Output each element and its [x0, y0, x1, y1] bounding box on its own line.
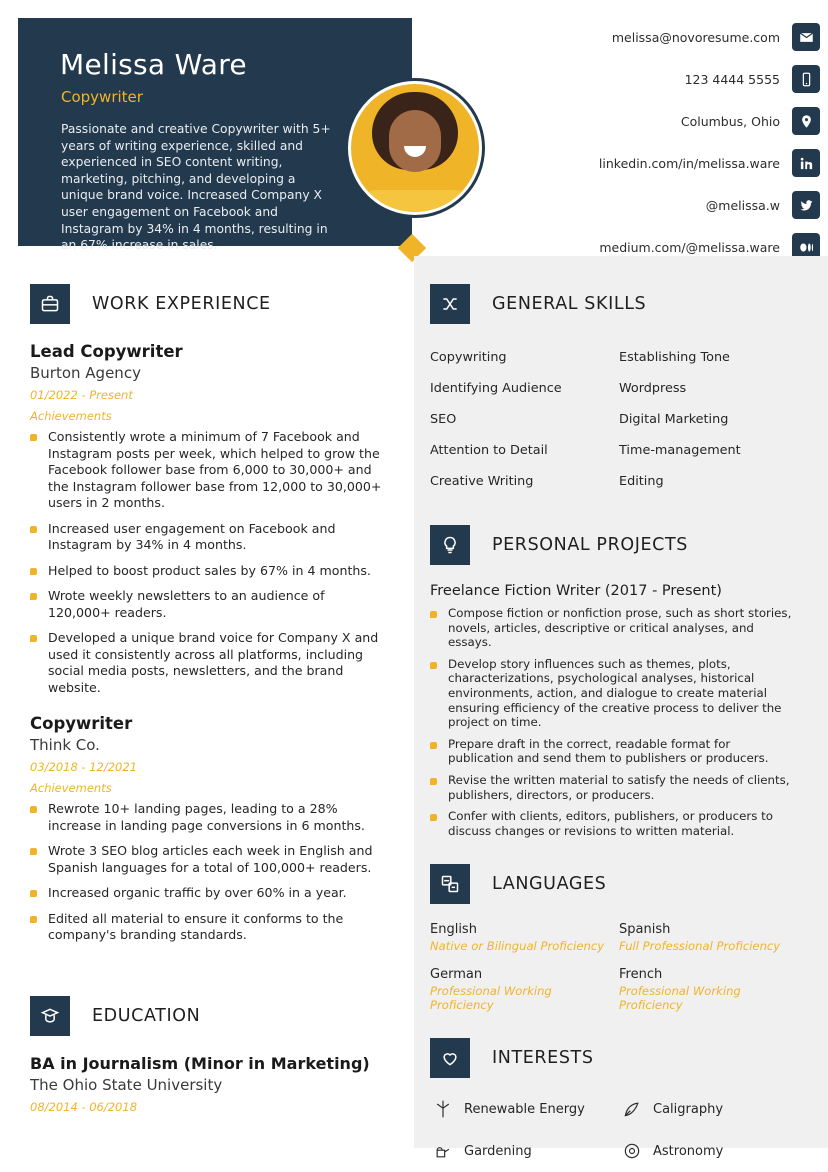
graduation-cap-icon — [30, 996, 70, 1036]
lightbulb-icon — [430, 525, 470, 565]
email-icon — [792, 23, 820, 51]
page-title: Melissa Ware — [60, 48, 247, 81]
contact-item-phone[interactable] — [460, 60, 820, 98]
contact-item-linkedin[interactable] — [460, 144, 820, 182]
work-company: Think Co. — [30, 736, 100, 754]
section-title-general-skills: GENERAL SKILLS — [492, 294, 647, 314]
language-item — [430, 922, 609, 953]
wind-turbine-icon — [430, 1096, 456, 1122]
interest-label: Astronomy — [653, 1143, 724, 1159]
language-level: Native or Bilingual Proficiency — [430, 939, 605, 954]
language-name: English — [430, 922, 477, 938]
language-item — [430, 967, 609, 1012]
education-degree: BA in Journalism (Minor in Marketing) — [30, 1053, 370, 1073]
language-level: Professional Working Proficiency — [619, 984, 741, 1013]
heart-hand-icon — [430, 1038, 470, 1078]
list-item: Confer with clients, editors, publishers, or producers to discuss changes or revisions to written material. — [430, 809, 798, 838]
work-company: Burton Agency — [30, 364, 141, 382]
phone-icon — [792, 65, 820, 93]
interest-item — [619, 1096, 798, 1122]
work-item — [30, 714, 384, 944]
interest-item — [430, 1138, 609, 1164]
interests-grid — [430, 1096, 798, 1164]
briefcase-icon — [30, 284, 70, 324]
location-pin-icon — [792, 107, 820, 135]
language-name: German — [430, 967, 483, 983]
list-item: Revise the written material to satisfy the needs of clients, publishers, directors, or producers. — [430, 773, 798, 802]
contact-item-email[interactable] — [460, 18, 820, 56]
skill-item: Digital Marketing — [619, 412, 729, 427]
list-item: Increased organic traffic by over 60% in a year. — [30, 885, 384, 902]
section-title-languages: LANGUAGES — [492, 874, 607, 895]
languages-grid — [430, 922, 798, 1012]
contact-linkedin-text: linkedin.com/in/melissa.ware — [598, 155, 780, 171]
section-title-work-experience: WORK EXPERIENCE — [92, 294, 271, 314]
language-level: Professional Working Proficiency — [430, 984, 552, 1013]
left-column — [0, 256, 414, 1114]
contact-list — [460, 18, 820, 270]
skill-item: Attention to Detail — [430, 443, 548, 458]
language-item — [619, 922, 798, 953]
translate-icon — [430, 864, 470, 904]
list-item: Developed a unique brand voice for Company X and used it consistently across all platforms, including social media posts, newsletters, and the brand website. — [30, 630, 384, 696]
work-achievements-label: Achievements — [30, 781, 112, 795]
language-level: Full Professional Proficiency — [619, 939, 781, 954]
work-bullets — [30, 801, 384, 944]
list-item: Compose fiction or nonfiction prose, such as short stories, novels, articles, descriptive or critical analyses, and essays. — [430, 606, 798, 650]
linkedin-icon — [792, 149, 820, 177]
skill-item: Identifying Audience — [430, 381, 562, 396]
quill-pen-icon — [619, 1096, 645, 1122]
skills-grid — [430, 342, 798, 497]
section-title-education: EDUCATION — [92, 1005, 201, 1026]
planet-icon — [619, 1138, 645, 1164]
section-title-interests: INTERESTS — [492, 1048, 594, 1069]
work-role: Copywriter — [30, 714, 133, 733]
language-name: Spanish — [619, 922, 671, 938]
contact-item-twitter[interactable] — [460, 186, 820, 224]
skill-item: Creative Writing — [430, 474, 534, 489]
work-dates: 01/2022 - Present — [30, 388, 133, 402]
section-header-general-skills — [430, 284, 798, 324]
interest-item — [619, 1138, 798, 1164]
education-item — [30, 1054, 384, 1114]
avatar-shoulders — [355, 190, 475, 212]
section-header-personal-projects — [430, 525, 798, 565]
contact-twitter-text: @melissa.w — [705, 197, 780, 213]
list-item: Rewrote 10+ landing pages, leading to a 28% increase in landing page conversions in 6 months. — [30, 801, 384, 834]
watering-can-icon — [430, 1138, 456, 1164]
list-item: Prepare draft in the correct, readable format for publication and send them to publishers or producers. — [430, 737, 798, 766]
section-title-personal-projects: PERSONAL PROJECTS — [492, 535, 688, 555]
header-summary: Passionate and creative Copywriter with 5+ years of writing experience, skilled and experienced in SEO content writing, marketing, pitching, and developing a unique brand voice. Increased Company X user engagement on Facebook and Instagram by 34% in 4 months, resulting in an 67% increase in sales. — [61, 122, 331, 253]
education-school: The Ohio State University — [30, 1075, 223, 1094]
list-item: Wrote 3 SEO blog articles each week in English and Spanish languages for a total of 100,000+ readers. — [30, 843, 384, 876]
interest-item — [430, 1096, 609, 1122]
right-column — [414, 256, 828, 1159]
spacer — [30, 962, 384, 996]
section-header-interests — [430, 1038, 798, 1078]
list-item: Increased user engagement on Facebook and Instagram by 34% in 4 months. — [30, 521, 384, 554]
list-item: Wrote weekly newsletters to an audience of 120,000+ readers. — [30, 588, 384, 621]
list-item: Helped to boost product sales by 67% in 4 months. — [30, 563, 384, 580]
work-bullets — [30, 429, 384, 696]
contact-phone-text: 123 4444 5555 — [684, 71, 780, 87]
skill-item: SEO — [430, 412, 457, 427]
list-item: Consistently wrote a minimum of 7 Facebook and Instagram posts per week, which helped to grow the Facebook follower base from 6,000 to 30,000+ and the Instagram follower base from 12,000 to 30,000+ users in 2 months. — [30, 429, 384, 512]
education-dates: 08/2014 - 06/2018 — [30, 1099, 138, 1114]
skill-item: Editing — [619, 474, 664, 489]
work-item — [30, 342, 384, 696]
skills-icon — [430, 284, 470, 324]
header-job-title: Copywriter — [61, 88, 143, 106]
language-name: French — [619, 967, 663, 983]
project-title: Freelance Fiction Writer (2017 - Present) — [430, 583, 722, 599]
contact-item-location[interactable] — [460, 102, 820, 140]
skill-item: Wordpress — [619, 381, 687, 396]
contact-medium-text: medium.com/@melissa.ware — [599, 239, 780, 255]
skill-item: Time-management — [619, 443, 741, 458]
avatar-face — [389, 110, 441, 172]
project-bullets — [430, 606, 798, 838]
list-item: Develop story influences such as themes, plots, characterizations, psychological analyses, historical environments, action, and dialogue to create material ensuring efficiency of the creative process to deliver the project on time. — [430, 657, 798, 730]
skill-item: Copywriting — [430, 350, 507, 365]
list-item: Edited all material to ensure it conforms to the company's branding standards. — [30, 911, 384, 944]
contact-email-text: melissa@novoresume.com — [611, 29, 780, 45]
contact-location-text: Columbus, Ohio — [680, 113, 780, 129]
interest-label: Gardening — [464, 1143, 532, 1159]
work-role: Lead Copywriter — [30, 342, 183, 361]
section-header-education — [30, 996, 384, 1036]
work-dates: 03/2018 - 12/2021 — [30, 760, 138, 774]
interest-label: Caligraphy — [653, 1101, 724, 1117]
section-header-languages — [430, 864, 798, 904]
skill-item: Establishing Tone — [619, 350, 730, 365]
interest-label: Renewable Energy — [464, 1101, 585, 1117]
twitter-icon — [792, 191, 820, 219]
work-achievements-label: Achievements — [30, 409, 112, 423]
language-item — [619, 967, 798, 1012]
section-header-work-experience — [30, 284, 384, 324]
